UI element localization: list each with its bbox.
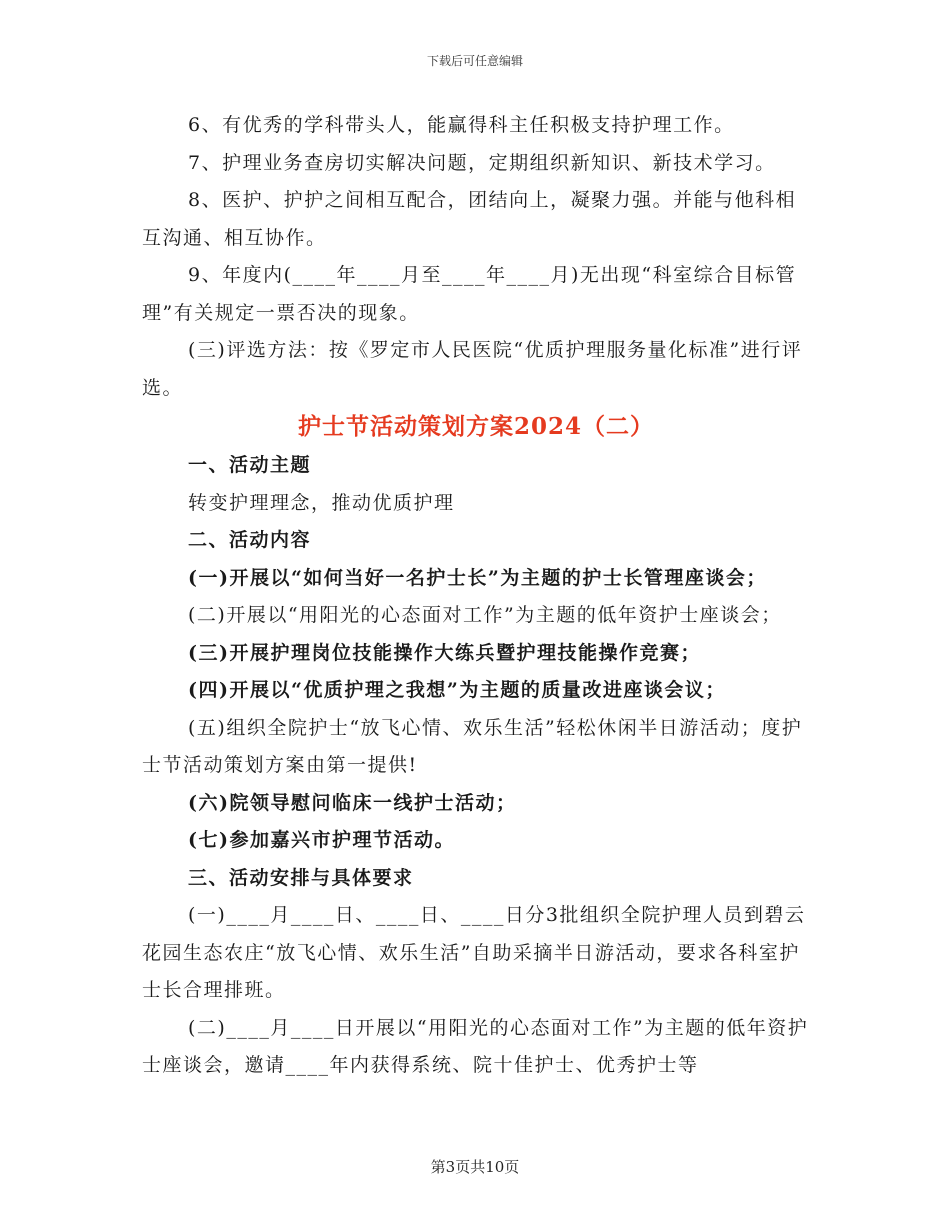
paragraph-item-8: 8、医护、护护之间相互配合，团结向上，凝聚力强。并能与他科相互沟通、相互协作。 bbox=[142, 189, 797, 249]
content-item-7: (七)参加嘉兴市护理节活动。 bbox=[188, 829, 455, 851]
paragraph-theme: 转变护理理念，推动优质护理 bbox=[188, 491, 455, 514]
arrangement-item-2: (二)____月____日开展以“用阳光的心态面对工作”为主题的低年资护士座谈会，邀请____年内获得系统、院十佳护士、优秀护士等 bbox=[142, 1016, 809, 1076]
heading-activity-content: 二、活动内容 bbox=[188, 529, 312, 551]
page-footer: 第3页共10页 bbox=[430, 1158, 520, 1176]
content-item-6: (六)院领导慰问临床一线护士活动； bbox=[188, 791, 517, 814]
content-item-4: (四)开展以“优质护理之我想”为主题的质量改进座谈会议； bbox=[188, 679, 726, 701]
document-body bbox=[142, 107, 810, 1085]
heading-activity-theme: 一、活动主题 bbox=[188, 454, 312, 476]
heading-arrangement: 三、活动安排与具体要求 bbox=[188, 866, 414, 889]
section-title: 护士节活动策划方案2024（二） bbox=[297, 413, 654, 440]
paragraph-item-7: 7、护理业务查房切实解决问题，定期组织新知识、新技术学习。 bbox=[188, 151, 776, 174]
content-item-5: (五)组织全院护士“放飞心情、欢乐生活”轻松休闲半日游活动；度护士节活动策划方案由第一提供! bbox=[142, 716, 803, 776]
paragraph-item-6: 6、有优秀的学科带头人，能赢得科主任积极支持护理工作。 bbox=[188, 114, 735, 136]
content-item-1: (一)开展以“如何当好一名护士长”为主题的护士长管理座谈会； bbox=[188, 566, 767, 589]
paragraph-item-9: 9、年度内(____年____月至____年____月)无出现“科室综合目标管理”有关规定一票否决的现象。 bbox=[142, 264, 797, 324]
arrangement-item-1: (一)____月____日、____日、____日分3批组织全院护理人员到碧云花园生态农庄“放飞心情、欢乐生活”自助采摘半日游活动，要求各科室护士长合理排班。 bbox=[142, 904, 806, 1001]
content-item-2: (二)开展以“用阳光的心态面对工作”为主题的低年资护士座谈会； bbox=[188, 604, 782, 626]
page-header: 下载后可任意编辑 bbox=[426, 54, 523, 68]
paragraph-selection-method: (三)评选方法：按《罗定市人民医院“优质护理服务量化标准”进行评选。 bbox=[142, 339, 803, 399]
content-item-3: (三)开展护理岗位技能操作大练兵暨护理技能操作竞赛； bbox=[188, 641, 701, 664]
